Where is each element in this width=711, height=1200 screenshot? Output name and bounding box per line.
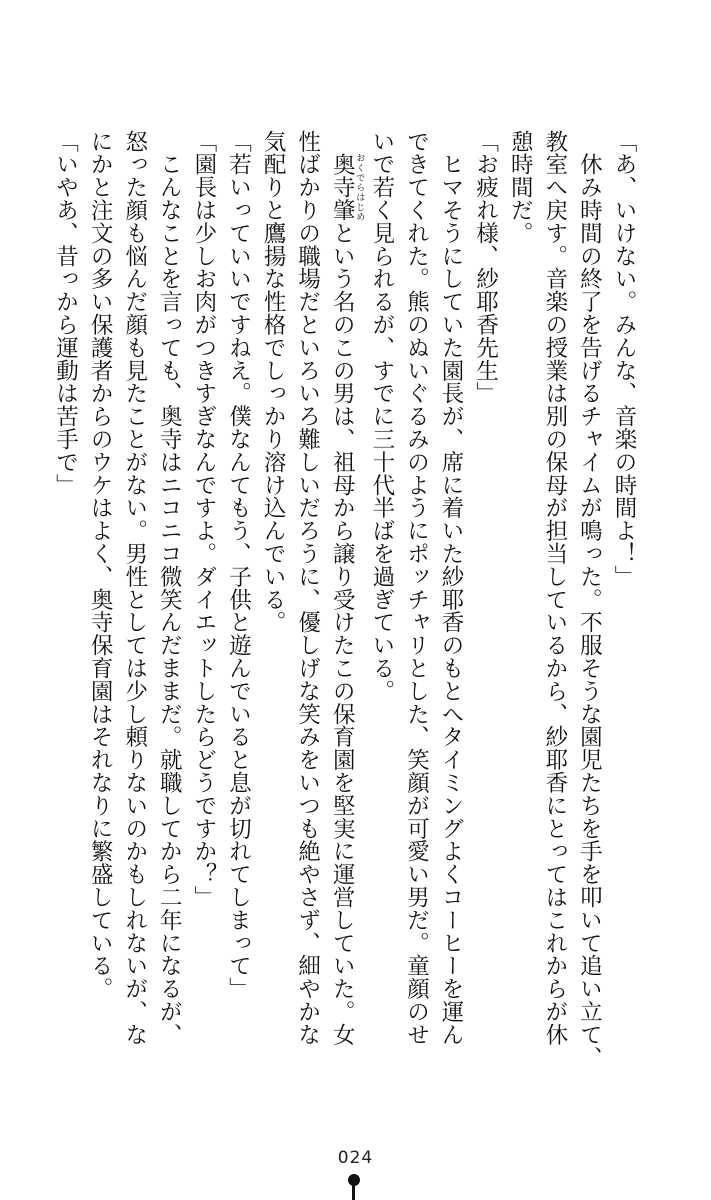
text-line: いで若く見られるが、すでに三十代半ばを過ぎている。 bbox=[368, 130, 395, 703]
ruby-base: 奥寺肇 bbox=[329, 152, 356, 222]
text-line: 怒った顔も悩んだ顔も見たことがない。男性としては少し頼りないのかもしれないが、な bbox=[121, 130, 148, 1046]
text-line: 憩時間だ。 bbox=[507, 130, 534, 245]
vertical-text-body bbox=[48, 130, 641, 1069]
text-line: にかと注文の多い保護者からのウケはよく、奥寺保育園はそれなりに繁盛している。 bbox=[87, 130, 114, 1001]
ruby-line-prefix bbox=[329, 130, 355, 153]
text-line: 「いやあ、昔っから運動は苦手で」 bbox=[52, 130, 79, 497]
text-line: 気配りと鷹揚な性格でしっかり溶け込んでいる。 bbox=[260, 130, 287, 634]
text-line: できてくれた。熊のぬいぐるみのようにポッチャリとした、笑顔が可愛い男だ。童顔のせ bbox=[403, 130, 430, 1046]
page-number: 024 bbox=[337, 1148, 374, 1168]
ruby-line-rest: という名のこの男は、祖母から譲り受けたこの保育園を堅実に運営していた。女 bbox=[329, 221, 356, 1047]
text-line-with-ruby bbox=[325, 130, 365, 1047]
text-line: 「園長は少しお肉がつきすぎなんですよ。ダイエットしたらどうですか？」 bbox=[190, 130, 217, 909]
text-line: 「お疲れ様、紗耶香先生」 bbox=[472, 130, 499, 405]
text-line: 休み時間の終了を告げるチャイムが鳴った。不服そうな園児たちを手を叩いて追い立て、 bbox=[576, 130, 603, 1069]
ruby-reading: おくでらはじめ bbox=[354, 152, 365, 222]
text-line: 教室へ戻す。音楽の授業は別の保母が担当しているから、紗耶香にとってはこれからが休 bbox=[541, 130, 568, 1046]
ruby-name bbox=[329, 152, 365, 222]
text-line: 「あ、いけない。みんな、音楽の時間よ！」 bbox=[611, 130, 637, 588]
text-line: 性ばかりの職場だといろいろ難しいだろうに、優しげな笑みをいつも絶やさず、細やかな bbox=[294, 130, 321, 1046]
page-marker-stem bbox=[352, 1184, 355, 1200]
text-line: 「若いっていいですねえ。僕なんてもう、子供と遊んでいると息が切れてしまって」 bbox=[225, 130, 252, 1001]
text-line: こんなことを言っても、奥寺はニコニコ微笑んだままだ。就職してから二年になるが、 bbox=[156, 130, 183, 1046]
text-line: ヒマそうにしていた園長が、席に着いた紗耶香のもとへタイミングよくコーヒーを運ん bbox=[438, 130, 465, 1046]
